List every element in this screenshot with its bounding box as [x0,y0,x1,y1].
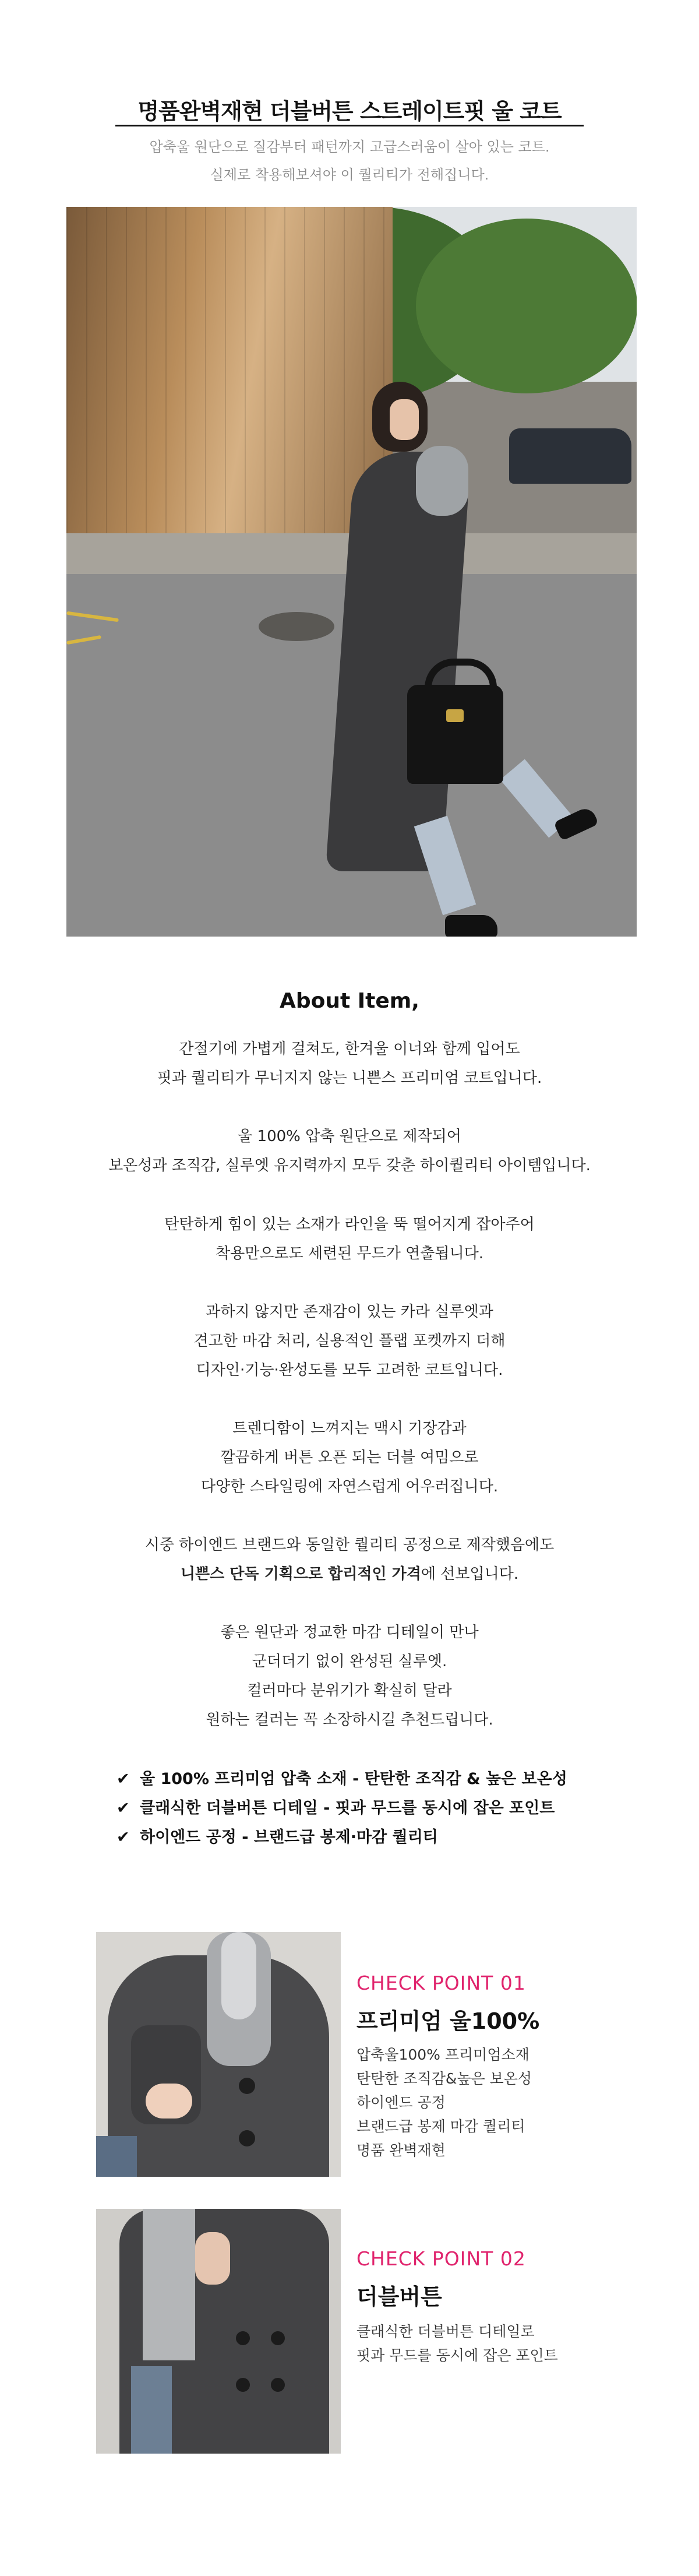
paragraph-line: 트렌디함이 느껴지는 맥시 기장감과 [232,1420,467,1437]
checkmark-icon: ✔ [116,1770,130,1788]
paragraph-line: 보온성과 조직감, 실루엣 유지력까지 모두 갖춘 하이퀄리티 아이템입니다. [108,1157,591,1174]
about-paragraph [0,1122,699,1180]
emphasis-text: 니쁜스 단독 기획으로 합리적인 가격 [180,1565,421,1583]
desc-line: 탄탄한 조직감&높은 보온성 [356,2070,532,2087]
desc-line: 명품 완벽재현 [356,2142,446,2159]
title-underline [115,125,584,126]
desc-line: 하이엔드 공정 [356,2094,446,2111]
check-point-1-label: CHECK POINT 01 [356,1972,526,1994]
subtitle-line-2: 실제로 착용해보셔야 이 퀄리티가 전해집니다. [210,167,489,183]
about-paragraph [0,1034,699,1093]
check-text: 하이엔드 공정 - 브랜드급 봉제·마감 퀄리티 [140,1828,438,1846]
check-text: 울 100% 프리미엄 압축 소재 - 탄탄한 조직감 & 높은 보온성 [140,1770,567,1788]
about-paragraph [0,1530,699,1589]
desc-line: 핏과 무드를 동시에 잡은 포인트 [356,2347,558,2364]
about-paragraph [0,1297,699,1385]
desc-line: 압축울100% 프리미엄소재 [356,2046,529,2063]
check-text: 클래식한 더블버튼 디테일 - 핏과 무드를 동시에 잡은 포인트 [140,1799,555,1817]
emphasis-rest: 에 선보입니다. [421,1565,519,1583]
check-point-1-photo [96,1932,341,2177]
paragraph-line-emphasis [0,1560,699,1589]
paragraph-line: 깔끔하게 버튼 오픈 되는 더블 여밈으로 [220,1449,479,1466]
check-point-2-title: 더블버튼 [356,2284,442,2310]
checkmark-icon: ✔ [116,1799,130,1817]
paragraph-line: 군더더기 없이 완성된 실루엣. [252,1653,447,1670]
paragraph-line: 디자인·기능·완성도를 모두 고려한 코트입니다. [196,1361,503,1379]
subtitle-line-1: 압축울 원단으로 질감부터 패턴까지 고급스러움이 살아 있는 코트. [149,139,550,155]
paragraph-line: 탄탄하게 힘이 있는 소재가 라인을 뚝 떨어지게 잡아주어 [164,1216,535,1233]
paragraph-line: 원하는 컬러는 꼭 소장하시길 추천드립니다. [206,1711,493,1729]
check-point-1-desc [356,2043,532,2162]
product-title: 명품완벽재현 더블버튼 스트레이트핏 울 코트 [137,98,562,124]
paragraph-line: 견고한 마감 처리, 실용적인 플랩 포켓까지 더해 [193,1332,506,1350]
paragraph-line: 착용만으로도 세련된 무드가 연출됩니다. [215,1245,484,1262]
paragraph-line: 좋은 원단과 정교한 마감 디테일이 만나 [220,1624,479,1641]
checkmark-icon: ✔ [116,1828,130,1846]
main-product-photo [66,207,637,937]
paragraph-line: 과하지 않지만 존재감이 있는 카라 실루엣과 [206,1303,493,1321]
about-paragraph [0,1210,699,1268]
paragraph-line: 핏과 퀄리티가 무너지지 않는 니쁜스 프리미엄 코트입니다. [157,1069,542,1087]
desc-line: 브랜드급 봉제 마감 퀄리티 [356,2118,525,2135]
about-heading: About Item, [280,989,419,1013]
paragraph-line: 다양한 스타일링에 자연스럽게 어우러집니다. [200,1478,499,1495]
check-item [116,1765,567,1794]
check-item [116,1794,555,1823]
check-point-2-label: CHECK POINT 02 [356,2247,526,2270]
check-item [116,1823,438,1852]
paragraph-line: 시중 하이엔드 브랜드와 동일한 퀄리티 공정으로 제작했음에도 [144,1536,555,1554]
paragraph-line: 컬러마다 분위기가 확실히 달라 [247,1682,452,1699]
check-point-2-desc [356,2320,558,2367]
check-point-2-photo [96,2209,341,2454]
about-paragraph [0,1414,699,1501]
check-point-1-title: 프리미엄 울100% [356,2008,540,2034]
paragraph-line: 간절기에 가볍게 걸쳐도, 한겨울 이너와 함께 입어도 [179,1040,520,1058]
paragraph-line: 울 100% 압축 원단으로 제작되어 [238,1128,461,1145]
about-paragraph [0,1618,699,1734]
desc-line: 클래식한 더블버튼 디테일로 [356,2323,535,2340]
